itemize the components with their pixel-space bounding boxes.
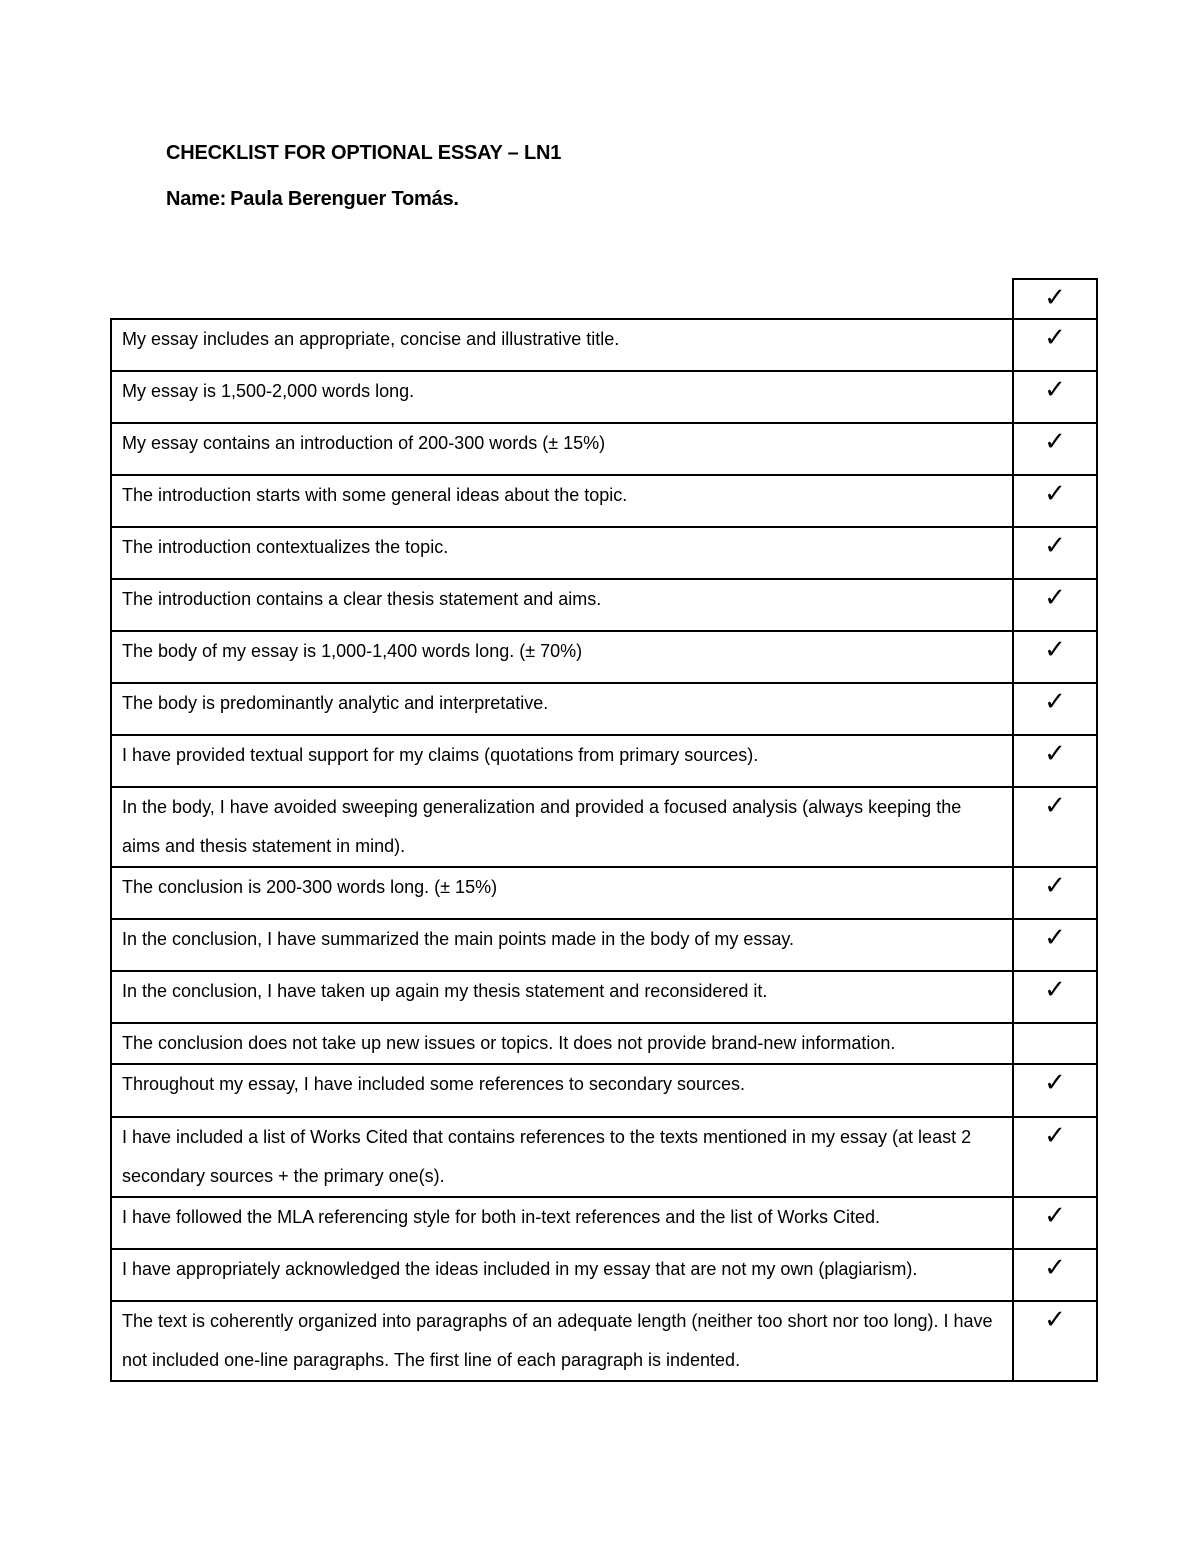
table-row <box>111 475 1097 527</box>
name-value: Paula Berenguer Tomás. <box>230 188 459 210</box>
check-cell <box>1013 371 1097 423</box>
criterion-text: I have provided textual support for my claims (quotations from primary sources). <box>111 735 1013 787</box>
criterion-text: I have included a list of Works Cited that contains references to the texts mentioned in my essay (at least 2 secondary sources + the primary one(s). <box>111 1117 1013 1197</box>
criterion-text: I have appropriately acknowledged the ideas included in my essay that are not my own (plagiarism). <box>111 1249 1013 1301</box>
table-row <box>111 371 1097 423</box>
checkmark-icon: ✓ <box>1044 1305 1066 1335</box>
check-cell <box>1013 919 1097 971</box>
table-row <box>111 319 1097 371</box>
criterion-text: My essay is 1,500-2,000 words long. <box>111 371 1013 423</box>
criterion-text: The text is coherently organized into paragraphs of an adequate length (neither too short nor too long). I have not included one-line paragraphs. The first line of each paragraph is indented. <box>111 1301 1013 1381</box>
check-cell <box>1013 1301 1097 1381</box>
check-cell <box>1013 1023 1097 1064</box>
criterion-text: My essay contains an introduction of 200-300 words (± 15%) <box>111 423 1013 475</box>
name-label: Name: <box>166 188 227 210</box>
checkmark-icon: ✓ <box>1044 923 1066 953</box>
criterion-text: The body of my essay is 1,000-1,400 words long. (± 70%) <box>111 631 1013 683</box>
check-cell <box>1013 319 1097 371</box>
criterion-text: In the conclusion, I have taken up again my thesis statement and reconsidered it. <box>111 971 1013 1023</box>
checkmark-icon: ✓ <box>1044 975 1066 1005</box>
checkmark-icon: ✓ <box>1044 739 1066 769</box>
checkmark-icon: ✓ <box>1044 1201 1066 1231</box>
check-cell <box>1013 631 1097 683</box>
checkmark-icon: ✓ <box>1044 1121 1066 1151</box>
table-row <box>111 787 1097 867</box>
table-row <box>111 1117 1097 1197</box>
criterion-text: In the body, I have avoided sweeping generalization and provided a focused analysis (always keeping the aims and thesis statement in mind). <box>111 787 1013 867</box>
document-title: CHECKLIST FOR OPTIONAL ESSAY – LN1 <box>166 142 562 164</box>
checkmark-icon: ✓ <box>1044 1253 1066 1283</box>
student-name-line <box>166 188 459 211</box>
check-cell <box>1013 867 1097 919</box>
checkmark-icon: ✓ <box>1044 479 1066 509</box>
table-header-row <box>111 279 1097 319</box>
criterion-text: My essay includes an appropriate, concise and illustrative title. <box>111 319 1013 371</box>
checkmark-icon: ✓ <box>1044 323 1066 353</box>
table-row <box>111 631 1097 683</box>
checkmark-icon: ✓ <box>1044 583 1066 613</box>
checkmark-icon: ✓ <box>1044 1068 1066 1098</box>
check-cell <box>1013 579 1097 631</box>
table-row <box>111 1301 1097 1381</box>
criterion-text: The body is predominantly analytic and interpretative. <box>111 683 1013 735</box>
checkmark-icon: ✓ <box>1044 871 1066 901</box>
table-row <box>111 867 1097 919</box>
check-cell <box>1013 1249 1097 1301</box>
checkmark-icon: ✓ <box>1044 791 1066 821</box>
checkmark-icon: ✓ <box>1044 283 1066 313</box>
table-row <box>111 579 1097 631</box>
table-row <box>111 1023 1097 1064</box>
table-row <box>111 527 1097 579</box>
criterion-text: The introduction contains a clear thesis statement and aims. <box>111 579 1013 631</box>
criterion-text: The conclusion is 200-300 words long. (± 15%) <box>111 867 1013 919</box>
table-row <box>111 683 1097 735</box>
check-cell <box>1013 1197 1097 1249</box>
criterion-text: I have followed the MLA referencing style for both in-text references and the list of Works Cited. <box>111 1197 1013 1249</box>
header-check-cell <box>1013 279 1097 319</box>
checkmark-icon: ✓ <box>1044 687 1066 717</box>
criterion-text: The introduction starts with some general ideas about the topic. <box>111 475 1013 527</box>
table-row <box>111 423 1097 475</box>
checkmark-icon: ✓ <box>1044 375 1066 405</box>
check-cell <box>1013 683 1097 735</box>
check-cell <box>1013 1064 1097 1117</box>
criterion-text: The introduction contextualizes the topic. <box>111 527 1013 579</box>
table-row <box>111 971 1097 1023</box>
checkmark-icon: ✓ <box>1044 531 1066 561</box>
table-row <box>111 1197 1097 1249</box>
criterion-text: In the conclusion, I have summarized the main points made in the body of my essay. <box>111 919 1013 971</box>
table-row <box>111 1064 1097 1117</box>
header-blank-cell <box>111 279 1013 319</box>
check-cell <box>1013 1117 1097 1197</box>
criterion-text: The conclusion does not take up new issues or topics. It does not provide brand-new information. <box>111 1023 1013 1064</box>
check-cell <box>1013 475 1097 527</box>
checkmark-icon: ✓ <box>1044 427 1066 457</box>
checkmark-icon: ✓ <box>1044 635 1066 665</box>
check-cell <box>1013 971 1097 1023</box>
table-row <box>111 735 1097 787</box>
checklist-table <box>110 278 1098 1382</box>
check-cell <box>1013 787 1097 867</box>
check-cell <box>1013 527 1097 579</box>
check-cell <box>1013 735 1097 787</box>
table-row <box>111 919 1097 971</box>
table-row <box>111 1249 1097 1301</box>
criterion-text: Throughout my essay, I have included some references to secondary sources. <box>111 1064 1013 1117</box>
check-cell <box>1013 423 1097 475</box>
